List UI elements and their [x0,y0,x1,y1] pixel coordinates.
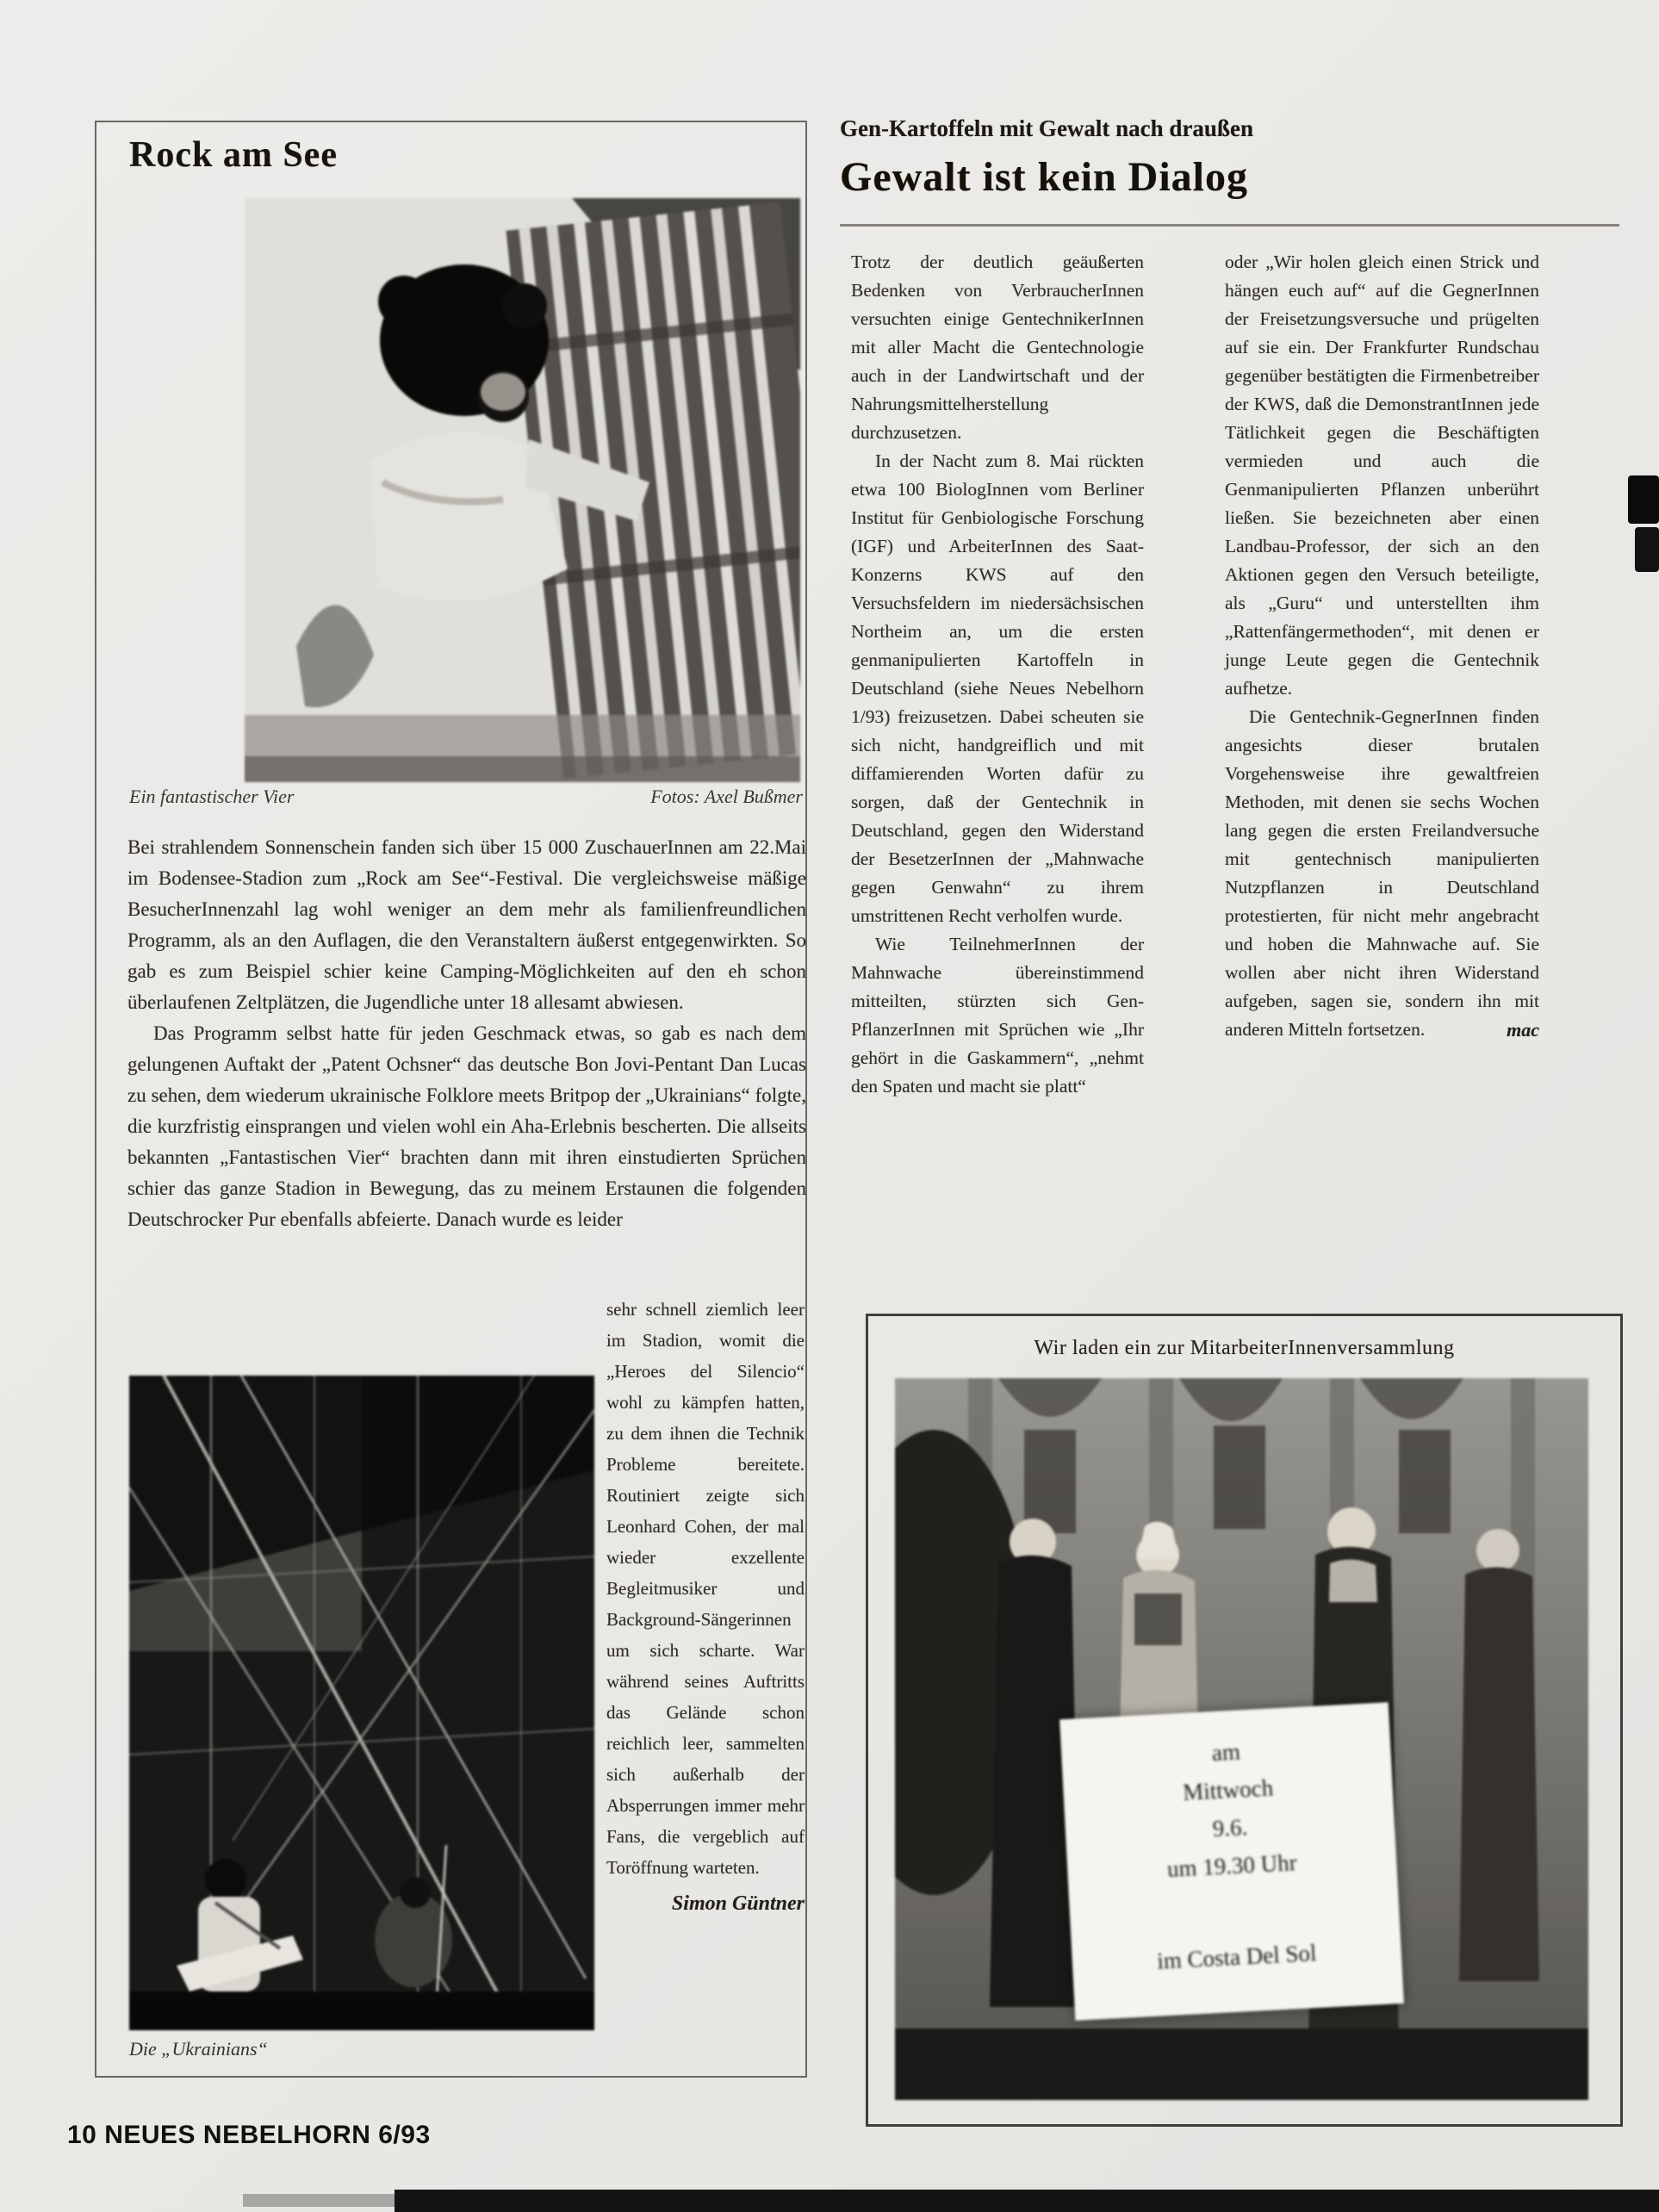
sign-line-mittwoch: Mittwoch [1182,1774,1274,1805]
headline-rule [840,224,1619,227]
invite-box [866,1314,1623,2127]
scan-artifact-bottom-bar [395,2190,1659,2212]
sign-line-location: im Costa Del Sol [1156,1940,1318,1974]
photo2-caption: Die „Ukrainians“ [129,2038,268,2060]
sign-line-am: am [1211,1738,1241,1767]
gen-article-headline: Gewalt ist kein Dialog [840,154,1248,200]
gen-article-kicker: Gen-Kartoffeln mit Gewalt nach draußen [840,115,1253,141]
rock-am-see-title: Rock am See [129,135,338,175]
gen-col2-paragraph-2: Die Gentechnik-GegnerInnen finden angesichts dieser brutalen Vorgehensweise ihre gewaltfreien Methoden, mit denen sie sechs Wochen lang gegen die ersten Freilandversuche mit gentechnisch manipulierten Nutzpflanzen in Deutschland protestierten, für nicht mehr angebracht und hoben die Mahnwache auf. Sie wollen aber nicht ihren Widerstand aufgeben, sagen sie, sondern ihn mit anderen Mitteln fortsetzen. [1225,706,1539,1040]
gen-col2-paragraph-1: oder „Wir holen gleich einen Strick und hängen euch auf“ auf die GegnerInnen der Freisetzungsversuche und prügelten auf sie ein. Der Frankfurter Rundschau gegenüber bestätigten die Firmenbetreiber der KWS, daß die DemonstrantInnen jede Tätlichkeit gegen die Beschäftigten vermieden und auch die Genmanipulierten Pflanzen unberührt ließen. Sie bezeichneten aber einen Landbau-Professor, der sich an den Aktionen gegen den Versuch beteiligte, als „Guru“ und unterstellten ihm „Rattenfängermethoden“, mit denen er junge Leute gegen die Gentechnik aufhetze. [1225,252,1539,699]
invite-sign [1059,1702,1404,2021]
sign-line-time: um 19.30 Uhr [1166,1849,1298,1882]
gen-col1-paragraph-3: Wie TeilnehmerInnen der Mahnwache übereinstimmend mitteilten, stürzten sich Gen-PflanzerInnen mit Sprüchen wie „Ihr gehört in die Gaskammern“, „nehmt den Spaten und macht sie platt“ [851,934,1144,1097]
photo-performer-at-fence [245,198,800,782]
invite-heading: Wir laden ein zur MitarbeiterInnenversammlung [1034,1337,1455,1359]
gen-col1-paragraph-2: In der Nacht zum 8. Mai rückten etwa 100 BiologInnen vom Berliner Institut für Genbiologische Forschung (IGF) und ArbeiterInnen des Saat-Konzerns KWS auf den Versuchsfeldern im niedersächsischen Northeim an, um die ersten genmanipulierten Kartoffeln in Deutschland (siehe Neues Nebelhorn 1/93) freizusetzen. Dabei scheuten sie sich nicht, handgreiflich und mit diffamierenden Worten dafür zu sorgen, daß der Gentechnik in Deutschland, gegen den Widerstand der BesetzerInnen der „Mahnwache gegen Genwahn“ zu ihrem umstrittenen Recht verholfen wurde. [851,450,1144,926]
sign-line-date: 9.6. [1211,1814,1248,1842]
gen-article-column-1 [851,248,1144,1101]
scan-artifact-bottom-gray [243,2194,395,2207]
gen-article-signoff: mac [1507,1019,1539,1041]
gen-article-column-2 [1225,248,1539,1044]
photo1-credit: Fotos: Axel Bußmer [650,786,803,807]
gen-col1-paragraph-1: Trotz der deutlich geäußerten Bedenken von VerbraucherInnen versuchten einige GentechnikerInnen mit aller Macht die Gentechnologie auch in der Landwirtschaft und der Nahrungsmittelherstellung durchzusetzen. [851,252,1144,443]
rock-author: Simon Güntner [671,1892,805,1915]
photo-stage-scaffolding [129,1376,594,2030]
scan-artifact-edge-1 [1628,475,1659,524]
photo1-caption: Ein fantastischer Vier [129,786,295,807]
rock-paragraph-1: Bei strahlendem Sonnenschein fanden sich über 15 000 ZuschauerInnen am 22.Mai im Bodensee-Stadion zum „Rock am See“-Festival. Die vergleichsweise mäßige BesucherInnenzahl lag wohl weniger an dem mehr als familienfreundlichen Programm, als an den Auflagen, die den Veranstaltern äußerst entgegenwirkten. So gab es zum Beispiel schier keine Camping-Möglichkeiten auf den eh schon überlaufenen Zeltplätzen, die Jugendliche unter 18 allesamt abwiesen. [127,836,806,1013]
scan-artifact-edge-2 [1635,527,1659,572]
rock-paragraph-2: Das Programm selbst hatte für jeden Geschmack etwas, so gab es nach dem gelungenen Auftakt der „Patent Ochsner“ das deutsche Bon Jovi-Pentant Dan Lucas zu sehen, dem wiederum ukrainische Folklore meets Britpop der „Ukrainians“ folgte, die kurzfristig einsprangen und vielen wohl ein Aha-Erlebnis bescherten. Die allseits bekannten „Fantastischen Vier“ brachten dann mit ihren einstudierten Sprüchen schier das ganze Stadion in Bewegung, das zu meinem Erstaunen die folgenden Deutschrocker Pur ebenfalls abfeierte. Danach wurde es leider [127,1022,806,1230]
rock-wrap-text: sehr schnell ziemlich leer im Stadion, womit die „Heroes del Silencio“ wohl zu kämpfen hatten, zu dem ihnen die Technik Probleme bereitete. Routiniert zeigte sich Leonhard Cohen, der mal wieder exzellente Begleitmusiker und Background-Sängerinnen um sich scharte. War während seines Auftritts das Gelände schon reichlich leer, sammelten sich außerhalb der Absperrungen immer mehr Fans, die vergeblich auf Toröffnung warteten. [606,1299,805,1878]
rock-am-see-article-box [95,121,807,2078]
rock-am-see-body [127,832,806,1235]
page-footer: 10 NEUES NEBELHORN 6/93 [67,2121,431,2149]
photo-performer-at-fence-art [245,198,800,782]
photo-group-with-sign [895,1378,1588,2100]
photo-stage-scaffolding-art [129,1376,594,2030]
photo1-caption-row [129,786,803,808]
rock-wrap-column [606,1294,805,1919]
